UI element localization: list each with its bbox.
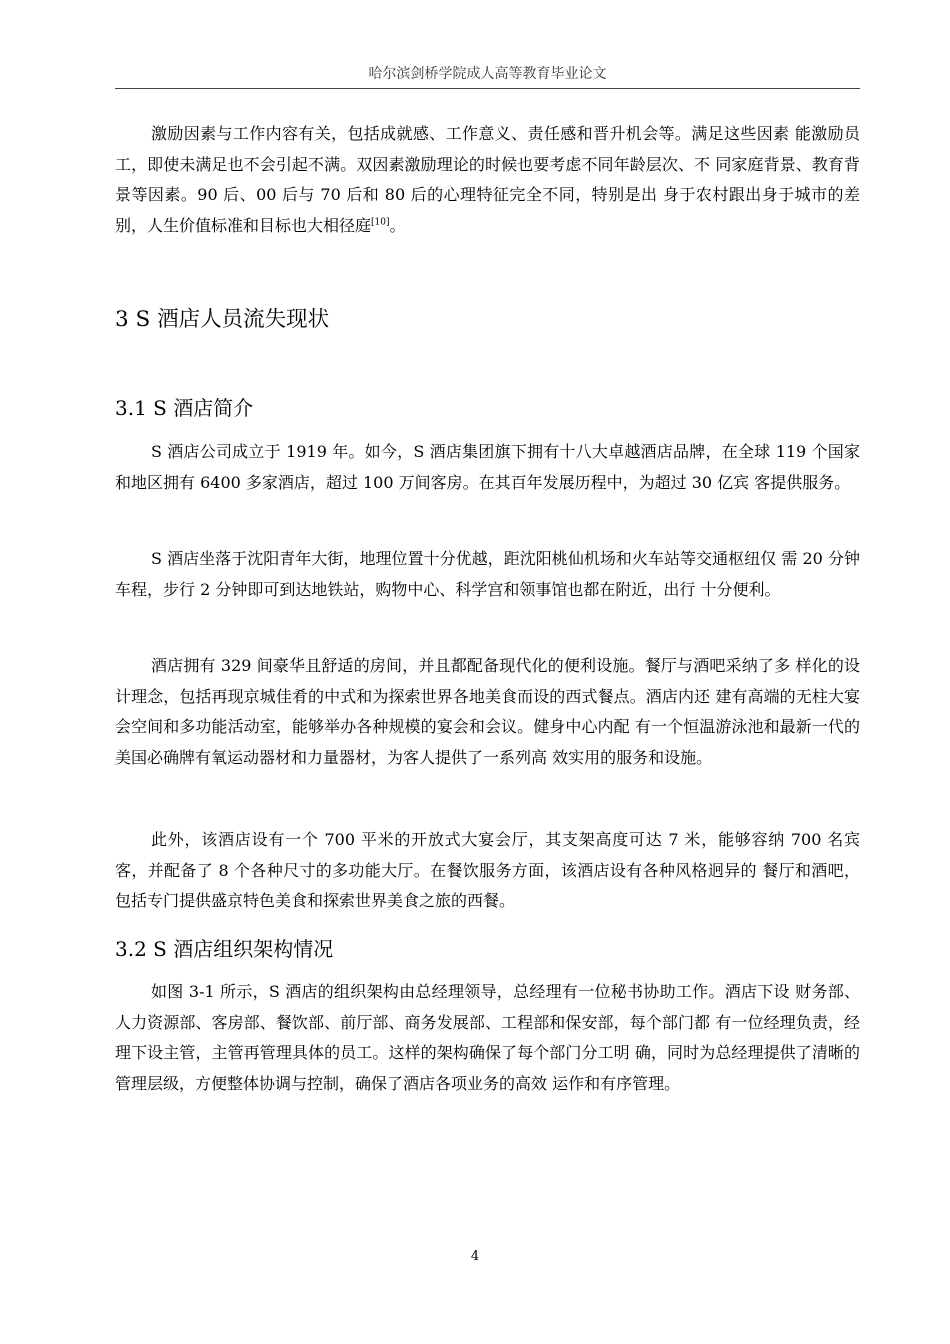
section-3-2-title: 3.2 S 酒店组织架构情况: [115, 937, 334, 961]
header-divider: [115, 88, 860, 89]
citation-reference: [10]: [371, 217, 390, 228]
section-3-2-paragraph-1: 如图 3-1 所示，S 酒店的组织架构由总经理领导，总经理有一位秘书协助工作。酒店下设 财务部、人力资源部、客房部、餐饮部、前厅部、商务发展部、工程部和保安部，每个部门都 有一位经理负责，经理下设主管，主管再管理具体的员工。这样的架构确保了每个部门分工明 确，同时为总经理提供了清晰的管理层级，方便整体协调与控制，确保了酒店各项业务的高效 运作和有序管理。: [115, 982, 860, 1093]
section-3-1-paragraph-1: S 酒店公司成立于 1919 年。如今，S 酒店集团旗下拥有十八大卓越酒店品牌，在全球 119 个国家和地区拥有 6400 多家酒店，超过 100 万间客房。在其百年发展历程中，为超过 30 亿宾 客提供服务。: [115, 442, 860, 492]
section-3-1-paragraph-3: 酒店拥有 329 间豪华且舒适的房间，并且都配备现代化的便利设施。餐厅与酒吧采纳了多 样化的设计理念，包括再现京城佳肴的中式和为探索世界各地美食而设的西式餐点。酒店内还 建有高端的无柱大宴会空间和多功能活动室，能够举办各种规模的宴会和会议。健身中心内配 有一个恒温游泳池和最新一代的美国必确牌有氧运动器材和力量器材，为客人提供了一系列高 效实用的服务和设施。: [115, 656, 860, 767]
running-header: 哈尔滨剑桥学院成人高等教育毕业论文: [368, 66, 607, 82]
intro-paragraph: [115, 119, 860, 241]
intro-ending: 。: [389, 215, 406, 235]
chapter-title: 3 S 酒店人员流失现状: [115, 307, 330, 332]
page-number: 4: [470, 1249, 480, 1264]
intro-text: 激励因素与工作内容有关，包括成就感、工作意义、责任感和晋升机会等。满足这些因素 能激励员工，即使未满足也不会引起不满。双因素激励理论的时候也要考虑不同年龄层次、不 同家庭背景、教育背景等因素。90 后、00 后与 70 后和 80 后的心理特征完全不同，特别是出 身于农村跟出身于城市的差别，人生价值标准和目标也大相径庭: [115, 124, 860, 235]
section-3-1-title: 3.1 S 酒店简介: [115, 396, 254, 420]
section-3-1-paragraph-4: 此外，该酒店设有一个 700 平米的开放式大宴会厅，其支架高度可达 7 米，能够容纳 700 名宾客，并配备了 8 个各种尺寸的多功能大厅。在餐饮服务方面，该酒店设有各种风格迥异的 餐厅和酒吧，包括专门提供盛京特色美食和探索世界美食之旅的西餐。: [115, 830, 860, 910]
section-3-1-paragraph-2: S 酒店坐落于沈阳青年大街，地理位置十分优越，距沈阳桃仙机场和火车站等交通枢纽仅 需 20 分钟车程，步行 2 分钟即可到达地铁站，购物中心、科学宫和领事馆也都在附近，出行 十分便利。: [115, 549, 860, 599]
